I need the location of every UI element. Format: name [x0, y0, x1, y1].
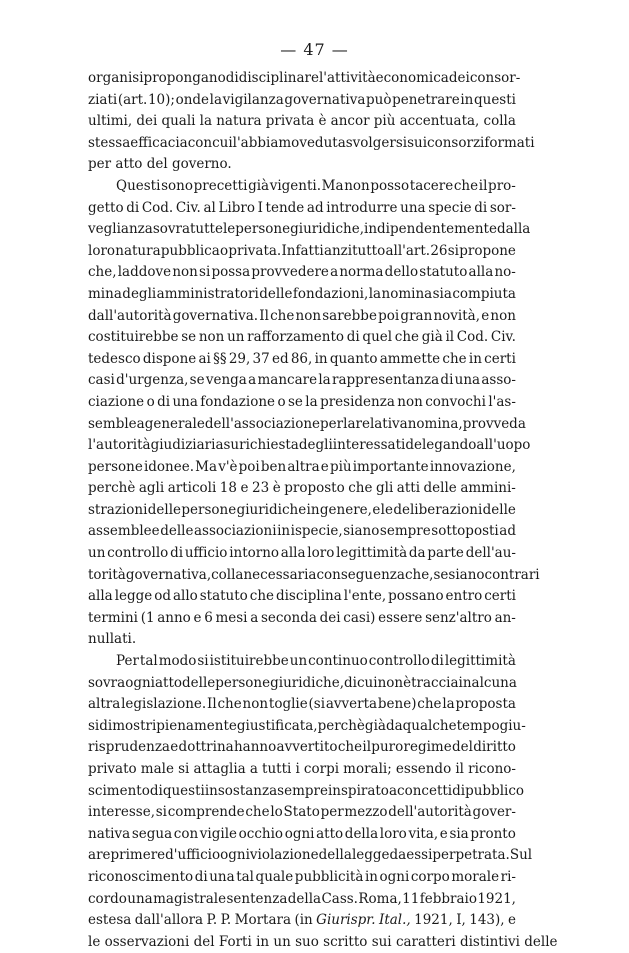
- text-line: ziati (art. 10); onde la vigilanza governativa può penetrare in questi: [88, 91, 516, 108]
- text-line: organi si propongano di disciplinare l'attività economica dei consor-: [88, 70, 521, 86]
- paragraph: [88, 651, 558, 953]
- text-line: l'autorità giudiziaria su richiesta degli interessati delegando all'uopo: [88, 437, 531, 454]
- text-line: torità governativa, colla necessaria conseguenza che, se siano contrari: [88, 566, 540, 583]
- text-line: un controllo di ufficio intorno alla loro legittimità da parte dell'au-: [88, 545, 516, 562]
- text-line: interesse, si comprende che lo Stato per mezzo dell'autorità gover-: [88, 804, 516, 821]
- text-line: dall'autorità governativa. Il che non sarebbe poi gran novità, e non: [88, 307, 516, 324]
- text-line: nativa segua con vigile occhio ogni atto della loro vita, e sia pronto: [88, 825, 516, 842]
- text-line: a reprimere d'ufficio ogni violazione della legge da essi perpetrata. Sul: [88, 847, 533, 864]
- text-line: privato male si attaglia a tutti i corpi morali; essendo il ricono-: [88, 761, 516, 777]
- paragraph: [88, 68, 535, 176]
- text-line: Per tal modo si istituirebbe un continuo controllo di legittimità: [116, 653, 516, 670]
- text-line: ultimi, dei quali la natura privata è ancor più accentuata, colla: [88, 113, 516, 130]
- text-line: mina degli amministratori delle fondazioni, la nomina sia compiuta: [88, 285, 516, 302]
- paragraph: [88, 176, 540, 651]
- text-line: alla legge od allo statuto che disciplina l'ente, possano entro certi: [88, 588, 516, 605]
- text-line: loro natura pubblica o privata. Infatti anzitutto all'art. 26 si propone: [88, 242, 516, 259]
- text-line: perchè agli articoli 18 e 23 è proposto che gli atti delle ammini-: [88, 480, 516, 497]
- text-line: veglianza sovra tutte le persone giuridiche, indipendentemente dalla: [88, 221, 531, 238]
- text-line: tedesco dispone ai §§ 29, 37 ed 86, in quanto ammette che in certi: [88, 350, 516, 367]
- text-line: stessa efficacia con cui l'abbiamo veduta svolgersi sui consorzi formati: [88, 134, 535, 151]
- text-line: semblea generale dell'associazione per la relativa nomina, provveda: [88, 415, 526, 432]
- text-line: scimento di questi in sostanza sempre inspirato a concetti di pubblico: [88, 782, 525, 799]
- text-line: casi d'urgenza, se venga a mancare la rappresentanza di una asso-: [88, 372, 516, 389]
- text-line: cordo una magistrale sentenza della Cass. Roma, 11 febbraio 1921,: [88, 890, 516, 907]
- text-line: altra legislazione. Il che non toglie (si avverta bene) che la proposta: [88, 696, 516, 713]
- page-number: — 47 —: [280, 40, 349, 59]
- text-line: strazioni delle persone giuridiche in genere, e le deliberazioni delle: [88, 501, 516, 518]
- text-line: persone idonee. Ma v'è poi ben altra e più importante innovazione,: [88, 458, 516, 475]
- text-line: getto di Cod. Civ. al Libro I tende ad introdurre una specie di sor-: [88, 199, 516, 216]
- body-text: [88, 68, 558, 953]
- text-line: le osservazioni del Forti in un suo scritto sui caratteri distintivi delle: [88, 933, 558, 950]
- text-line: ciazione o di una fondazione o se la presidenza non convochi l'as-: [88, 393, 516, 410]
- text-line: che, laddove non si possa provvedere a norma dello statuto alla no-: [88, 264, 516, 281]
- text-line: risprudenza e dottrina hanno avvertito che il puro regime del diritto: [88, 739, 516, 756]
- text-line: per atto del governo.: [88, 156, 232, 173]
- text-line: si dimostri pienamente giustificata, perchè già da qualche tempo giu-: [88, 717, 526, 734]
- text-line: costituirebbe se non un rafforzamento di quel che già il Cod. Civ.: [88, 329, 516, 346]
- text-line: assemblee delle associazioni in ispecie, siano sempre sottoposti ad: [88, 523, 516, 540]
- text-line: riconoscimento di una tal quale pubblicità in ogni corpo morale ri-: [88, 868, 516, 885]
- text-line: termini (1 anno e 6 mesi a seconda dei casi) essere senz'altro an-: [88, 609, 516, 626]
- text-line: nullati.: [88, 631, 137, 648]
- text-line: estesa dall'allora P. P. Mortara (in Giurispr. Ital., 1921, I, 143), e: [88, 912, 516, 929]
- text-line: Questi sono precetti già vigenti. Ma non posso tacere che il pro-: [116, 177, 516, 194]
- text-line: sovra ogni atto delle persone giuridiche, di cui non è traccia in alcuna: [88, 674, 517, 691]
